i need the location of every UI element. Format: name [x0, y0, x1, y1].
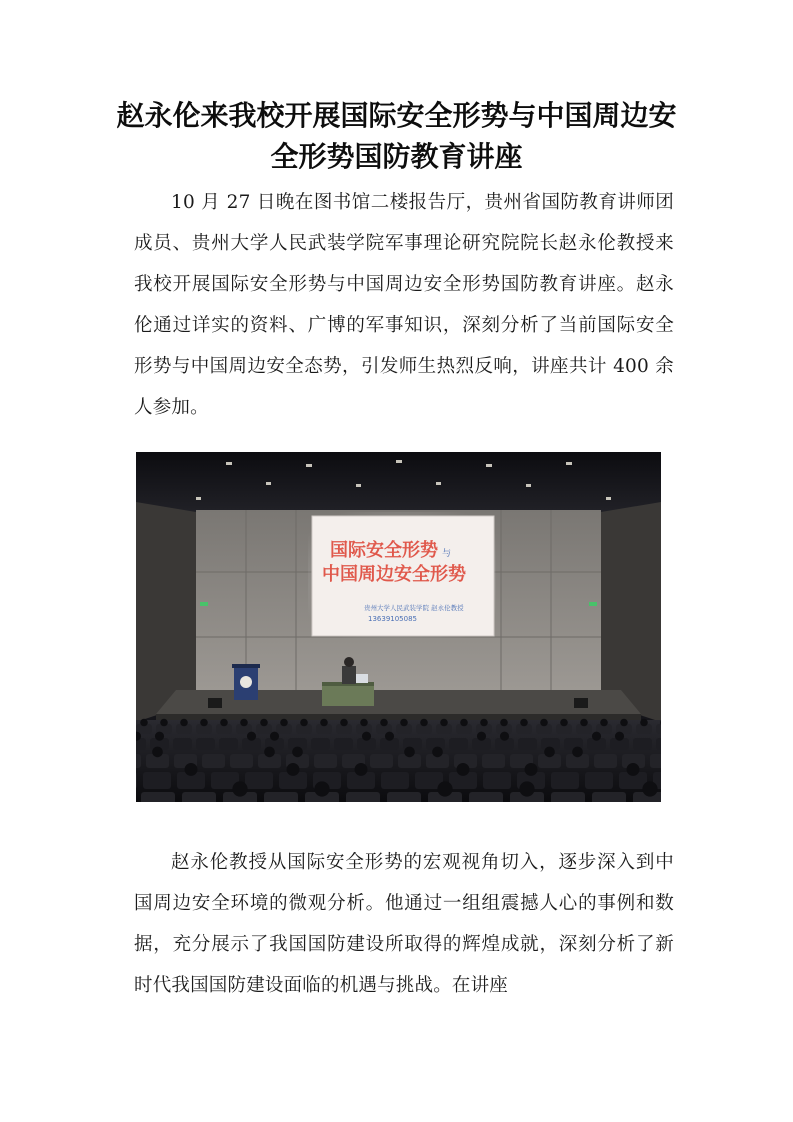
screen-title-line-2: 中国周边安全形势	[322, 564, 466, 585]
audience-head	[155, 732, 164, 741]
audience-head	[280, 719, 288, 727]
audience-head	[540, 719, 548, 727]
screen-phone: 13639105085	[368, 615, 417, 623]
audience-head	[620, 719, 628, 727]
body-paragraph-2: 赵永伦教授从国际安全形势的宏观视角切入，逐步深入到中国周边安全环境的微观分析。他通过一组组震撼人心的事例和数据，充分展示了我国国防建设所取得的辉煌成就，深刻分析了新时代我国国防建设面临的机遇与挑战。在讲座	[134, 852, 674, 996]
audience-head	[385, 732, 394, 741]
audience-head	[314, 781, 329, 796]
audience-head	[200, 719, 208, 727]
audience-head	[260, 719, 268, 727]
seat-back	[518, 738, 537, 750]
audience-head	[264, 747, 275, 758]
seat-back	[264, 792, 298, 802]
seat-back	[592, 792, 626, 802]
audience-head	[240, 719, 248, 727]
seat-back	[656, 738, 661, 750]
audience-head	[140, 719, 148, 727]
seat-back	[202, 754, 225, 768]
audience-head	[525, 763, 538, 776]
seat-back	[482, 754, 505, 768]
audience-head	[519, 781, 534, 796]
seat-back	[143, 772, 171, 789]
audience-head	[432, 747, 443, 758]
audience-head	[640, 719, 648, 727]
seat-back	[311, 738, 330, 750]
seat-back	[551, 792, 585, 802]
seat-back	[230, 754, 253, 768]
audience-head	[362, 732, 371, 741]
seat-back	[633, 738, 652, 750]
audience-head	[360, 719, 368, 727]
audience-seats	[136, 452, 661, 802]
audience-head	[437, 781, 452, 796]
audience-head	[457, 763, 470, 776]
audience-head	[340, 719, 348, 727]
seat-back	[334, 738, 353, 750]
audience-head	[220, 719, 228, 727]
screen-title-line-1: 国际安全形势	[330, 540, 438, 561]
audience-head	[480, 719, 488, 727]
audience-head	[440, 719, 448, 727]
audience-head	[185, 763, 198, 776]
audience-head	[572, 747, 583, 758]
audience-head	[560, 719, 568, 727]
screen-title-suffix: 与	[442, 549, 452, 559]
audience-head	[460, 719, 468, 727]
audience-head	[500, 732, 509, 741]
seat-back	[219, 738, 238, 750]
seat-back	[314, 754, 337, 768]
seat-back	[381, 772, 409, 789]
seat-back	[594, 754, 617, 768]
seat-back	[245, 772, 273, 789]
seat-back	[469, 792, 503, 802]
audience-head	[404, 747, 415, 758]
body-paragraph-1: 10 月 27 日晚在图书馆二楼报告厅，贵州省国防教育讲师团成员、贵州大学人民武装学院军事理论研究院院长赵永伦教授来我校开展国际安全形势与中国周边安全形势国防教育讲座。赵永伦通过详实的资料、广博的军事知识，深刻分析了当前国际安全形势与中国周边安全态势，引发师生热烈反响，讲座共计 400 余人参加。	[134, 192, 674, 418]
seat-back	[136, 754, 141, 768]
seat-back	[650, 754, 661, 768]
seat-back	[656, 724, 661, 734]
seat-back	[196, 738, 215, 750]
seat-back	[173, 738, 192, 750]
audience-head	[477, 732, 486, 741]
audience-head	[580, 719, 588, 727]
audience-head	[520, 719, 528, 727]
document-title-line-2: 全形势国防教育讲座	[270, 140, 523, 173]
audience-head	[642, 781, 657, 796]
seat-back	[551, 772, 579, 789]
lecture-hall-photo	[136, 452, 661, 802]
audience-head	[615, 732, 624, 741]
audience-head	[592, 732, 601, 741]
seat-back	[370, 754, 393, 768]
audience-head	[400, 719, 408, 727]
audience-head	[320, 719, 328, 727]
audience-head	[152, 747, 163, 758]
audience-head	[247, 732, 256, 741]
audience-head	[380, 719, 388, 727]
seat-back	[346, 792, 380, 802]
audience-head	[292, 747, 303, 758]
audience-head	[420, 719, 428, 727]
audience-head	[600, 719, 608, 727]
audience-head	[270, 732, 279, 741]
audience-head	[544, 747, 555, 758]
audience-head	[180, 719, 188, 727]
audience-head	[627, 763, 640, 776]
screen-caption: 贵州大学人民武装学院 赵永伦教授	[364, 604, 464, 612]
seat-back	[182, 792, 216, 802]
audience-head	[160, 719, 168, 727]
audience-head	[355, 763, 368, 776]
audience-head	[300, 719, 308, 727]
seat-back	[449, 738, 468, 750]
seat-back	[483, 772, 511, 789]
seat-back	[585, 772, 613, 789]
seat-back	[141, 792, 175, 802]
audience-head	[232, 781, 247, 796]
seat-back	[136, 772, 137, 789]
seat-back	[387, 792, 421, 802]
document-title-line-1: 赵永伦来我校开展国际安全形势与中国周边安	[116, 99, 677, 132]
audience-head	[287, 763, 300, 776]
audience-head	[500, 719, 508, 727]
